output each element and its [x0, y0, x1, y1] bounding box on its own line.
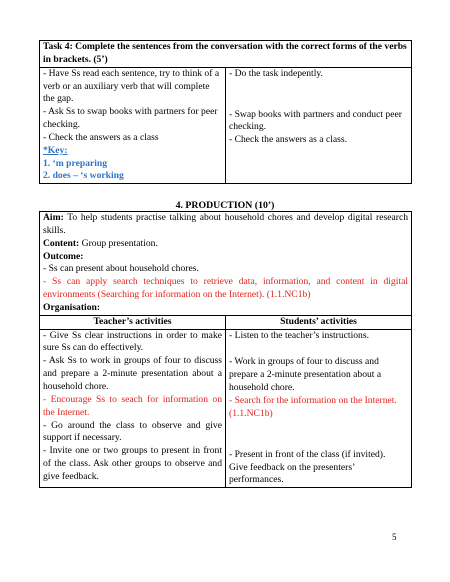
answer-key-label-text: *Key: [43, 144, 68, 156]
content-label: Content: [43, 237, 80, 249]
production-student-line-5a: - Present in front of the class (if invited). [229, 448, 386, 460]
answer-key-label [43, 145, 222, 158]
outcome-2: - Ss can apply search techniques to retrieve data, information, and content in digital environments (Searching for information on the Internet). (1.1.NC1b) [43, 276, 408, 301]
production-heading: 4. PRODUCTION (10’) [175, 200, 275, 211]
organisation-label: Organisation: [43, 301, 101, 313]
task4-student-line-3: - Check the answers as a class. [229, 134, 348, 146]
task4-teacher-line-1: - Have Ss read each sentence, try to think of a verb or an auxiliary verb that will complete the gap. [43, 67, 220, 105]
task4-teacher-line-3: - Check the answers as a class [43, 131, 159, 143]
task4-title-cell [40, 41, 412, 68]
col-header-students: Students’ activities [226, 315, 412, 329]
spacer [229, 342, 408, 356]
spacer [229, 421, 408, 435]
aim-text: To help students practise talking about household chores and develop digital research skills. [43, 212, 408, 236]
task4-teacher-cell [40, 67, 226, 184]
production-info-cell [40, 212, 412, 316]
content-paragraph [43, 238, 408, 251]
production-teacher-line-2: - Ask Ss to work in groups of four to discuss and prepare a 2-minute presentation about a household chore. [43, 355, 222, 392]
production-teacher-line-1: - Give Ss clear instructions in order to make sure Ss can do effectively. [43, 329, 222, 354]
spacer [229, 435, 408, 449]
aim-paragraph [43, 212, 408, 238]
production-teacher-line-5: - Invite one or two groups to present in front of the class. Ask other groups to observe and give feedback. [43, 445, 222, 482]
production-teacher-line-3: - Encourage Ss to seach for information on the Internet. [43, 393, 222, 418]
task4-title: Task 4: Complete the sentences from the conversation with the correct forms of the verbs in brackets. (5’) [43, 41, 407, 65]
content-text: Group presentation. [79, 237, 158, 249]
answer-key-1: 1. ‘m preparing [43, 157, 108, 169]
answer-key-2: 2. does – ‘s working [43, 170, 124, 182]
task4-student-line-1: - Do the task indepently. [229, 67, 323, 79]
production-student-line-5b: Give feedback on the presenters’ performances. [229, 461, 355, 486]
production-students-cell [226, 329, 412, 488]
task4-teacher-line-2: - Ask Ss to swap books with partners for peer checking. [43, 106, 218, 131]
production-student-line-1: - Listen to the teacher’s instructions. [229, 329, 369, 341]
page-number: 5 [392, 532, 397, 542]
task4-students-cell [226, 67, 412, 184]
production-table [39, 211, 412, 488]
production-student-line-2: - Work in groups of four to discuss and prepare a 2-minute presentation about a household chore. [229, 356, 382, 394]
col-header-teacher: Teacher’s activities [40, 315, 226, 329]
task4-student-line-2: - Swap books with partners and conduct peer checking. [229, 108, 402, 133]
outcome-label: Outcome: [43, 250, 84, 262]
spacer [229, 95, 408, 109]
aim-label: Aim: [43, 212, 64, 223]
spacer [229, 81, 408, 95]
task4-table [39, 40, 412, 184]
production-teacher-cell [40, 329, 226, 488]
outcome-1: - Ss can present about household chores. [43, 263, 199, 275]
production-teacher-line-4: - Go around the class to observe and give support if necessary. [43, 419, 222, 444]
production-student-line-3: - Search for the information on the Internet. (1.1.NC1b) [229, 394, 397, 419]
